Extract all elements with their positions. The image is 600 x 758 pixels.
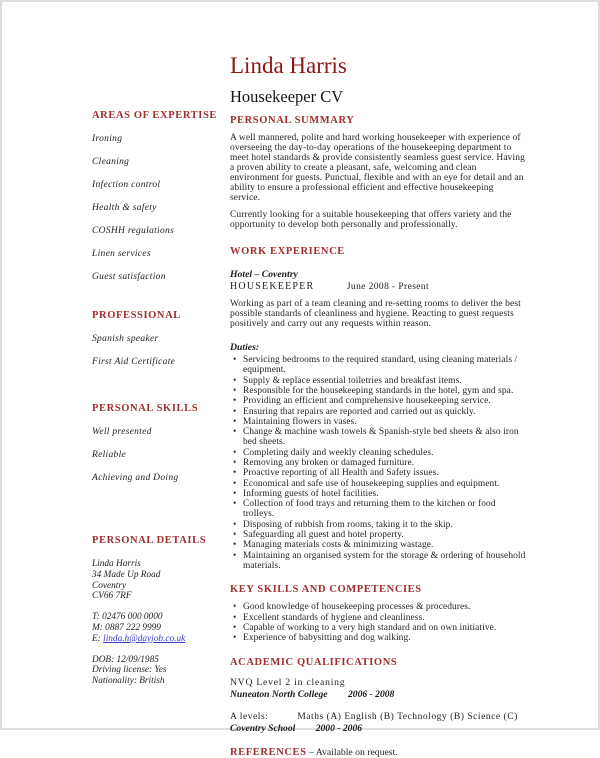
nationality-line: Nationality: British [92,676,165,687]
list-item: First Aid Certificate [92,357,176,367]
duties-label: Duties: [230,342,260,354]
college-name: Nuneaton North College [230,689,328,701]
phone-landline: T: 02476 000 0000 [92,612,163,623]
address-line: Linda Harris [92,559,141,569]
school-name: Coventry School [230,723,296,735]
list-item: Well presented [92,427,152,437]
school-dates: 2000 - 2006 [315,723,363,735]
professional-heading: PROFESSIONAL [92,310,181,321]
qualification-nvq: NVQ Level 2 in cleaning [230,677,346,689]
list-item: Achieving and Doing [92,473,179,483]
list-item: Cleaning [92,157,130,167]
email-line [92,634,224,645]
personal-skills-list [92,427,224,483]
key-skill-item: • Good knowledge of housekeeping processes & procedures. [230,602,526,612]
duty-item: • Managing materials costs & minimizing wastage. [230,540,526,550]
duty-item: • Removing any broken or damaged furniture. [230,458,526,468]
sidebar-section-professional [92,310,224,367]
duty-item: • Responsible for the housekeeping standards in the hotel, gym and spa. [230,386,526,396]
college-line [230,689,526,700]
job-dates: June 2008 - Present [346,282,430,293]
duty-item: • Supply & replace essential toiletries and breakfast items. [230,376,526,386]
cv-subtitle: Housekeeper CV [230,87,344,107]
key-skill-item: • Excellent standards of hygiene and cleanliness. [230,613,526,623]
list-item: Linen services [92,249,151,259]
duty-item: • Proactive reporting of all Health and Safety issues. [230,468,526,478]
key-skills-heading: KEY SKILLS AND COMPETENCIES [230,584,422,596]
cv-name: Linda Harris [230,53,347,78]
key-skills-list [230,602,526,643]
duties-list [230,355,526,571]
personal-summary-heading: PERSONAL SUMMARY [230,115,355,127]
address-block [92,559,224,602]
references-text: – Available on request. [309,747,398,758]
personal-details-heading: PERSONAL DETAILS [92,535,207,546]
a-levels-label: A levels: [230,711,269,723]
list-item: Reliable [92,450,127,460]
duty-item: • Collection of food trays and returning them to the kitchen or food trolleys. [230,499,526,520]
professional-list [92,334,224,367]
duty-item: • Disposing of rubbish from rooms, taking it to the skip. [230,520,526,530]
academic-qualifications-heading: ACADEMIC QUALIFICATIONS [230,657,398,669]
references-line [230,747,526,758]
address-line: Coventry [92,580,127,591]
main-content [230,54,526,758]
a-levels-subjects: Maths (A) English (B) Technology (B) Science (C) [297,711,518,723]
duty-item: • Change & machine wash towels & Spanish-style bed sheets & also iron bed sheets. [230,427,526,448]
summary-paragraph-1: A well mannered, polite and hard working housekeeper with experience of overseeing the day-to-day operations of the housekeeping department to meet hotel standards & provide consistently seamless guest service. Having a proven ability to create a pleasant, safe, welcoming and clean environment for guests. Punctual, flexible and with an eye for detail and an ability to ensure a professional efficient and effective housekeeping service. [230,133,525,203]
list-item: Health & safety [92,203,157,213]
expertise-heading: AREAS OF EXPERTISE [92,110,217,121]
job-title: HOUSEKEEPER [230,281,315,293]
duty-item: • Servicing bedrooms to the required standard, using cleaning materials / equipment. [230,355,526,376]
list-item: Spanish speaker [92,334,159,344]
contact-block [92,612,224,644]
list-item: Ironing [92,134,123,144]
school-line [230,723,526,734]
key-skill-item: • Experience of babysitting and dog walking. [230,633,526,643]
email-link[interactable]: linda.h@dayjob.co.uk [103,633,186,644]
list-item: COSHH regulations [92,226,175,236]
duty-item: • Maintaining flowers in vases. [230,417,526,427]
personal-info-block [92,655,224,687]
sidebar-section-personal-skills [92,403,224,483]
college-dates: 2006 - 2008 [347,689,395,701]
references-heading: REFERENCES [230,747,307,758]
duty-item: • Providing an efficient and comprehensive housekeeping service. [230,396,526,406]
role-line [230,281,526,292]
employer-name: Hotel – Coventry [230,269,298,281]
driving-license-line: Driving license: Yes [92,665,167,676]
a-levels-line [230,711,526,722]
sidebar-section-expertise [92,110,224,282]
dob-line: DOB: 12/09/1985 [92,654,159,665]
list-item: Infection control [92,180,161,190]
phone-mobile: M: 0887 222 9999 [92,622,161,633]
duty-item: • Economical and safe use of housekeeping supplies and equipment. [230,479,526,489]
expertise-list [92,134,224,282]
work-experience-heading: WORK EXPERIENCE [230,246,345,258]
key-skill-item: • Capable of working to a very high standard and on own initiative. [230,623,526,633]
list-item: Guest satisfaction [92,272,166,282]
duty-item: • Safeguarding all guest and hotel property. [230,530,526,540]
sidebar [92,110,224,697]
duty-item: • Completing daily and weekly cleaning schedules. [230,448,526,458]
duty-item: • Ensuring that repairs are reported and carried out as quickly. [230,407,526,417]
summary-paragraph-2: Currently looking for a suitable housekeeping that offers variety and the opportunity to develop both personally and professionally. [230,210,512,231]
sidebar-section-personal-details [92,535,224,687]
personal-skills-heading: PERSONAL SKILLS [92,403,199,414]
address-line: 34 Made Up Road [92,569,161,580]
duty-item: • Informing guests of hotel facilities. [230,489,526,499]
work-intro-paragraph: Working as part of a team cleaning and re-setting rooms to deliver the best possible standards of cleanliness and hygiene. Reacting to guest requests positively and carry out any requests within reason. [230,299,521,330]
duty-item: • Maintaining an organised system for the storage & ordering of household materials. [230,551,526,572]
address-line: CV66 7RF [92,591,132,602]
email-label: E: [92,633,101,644]
